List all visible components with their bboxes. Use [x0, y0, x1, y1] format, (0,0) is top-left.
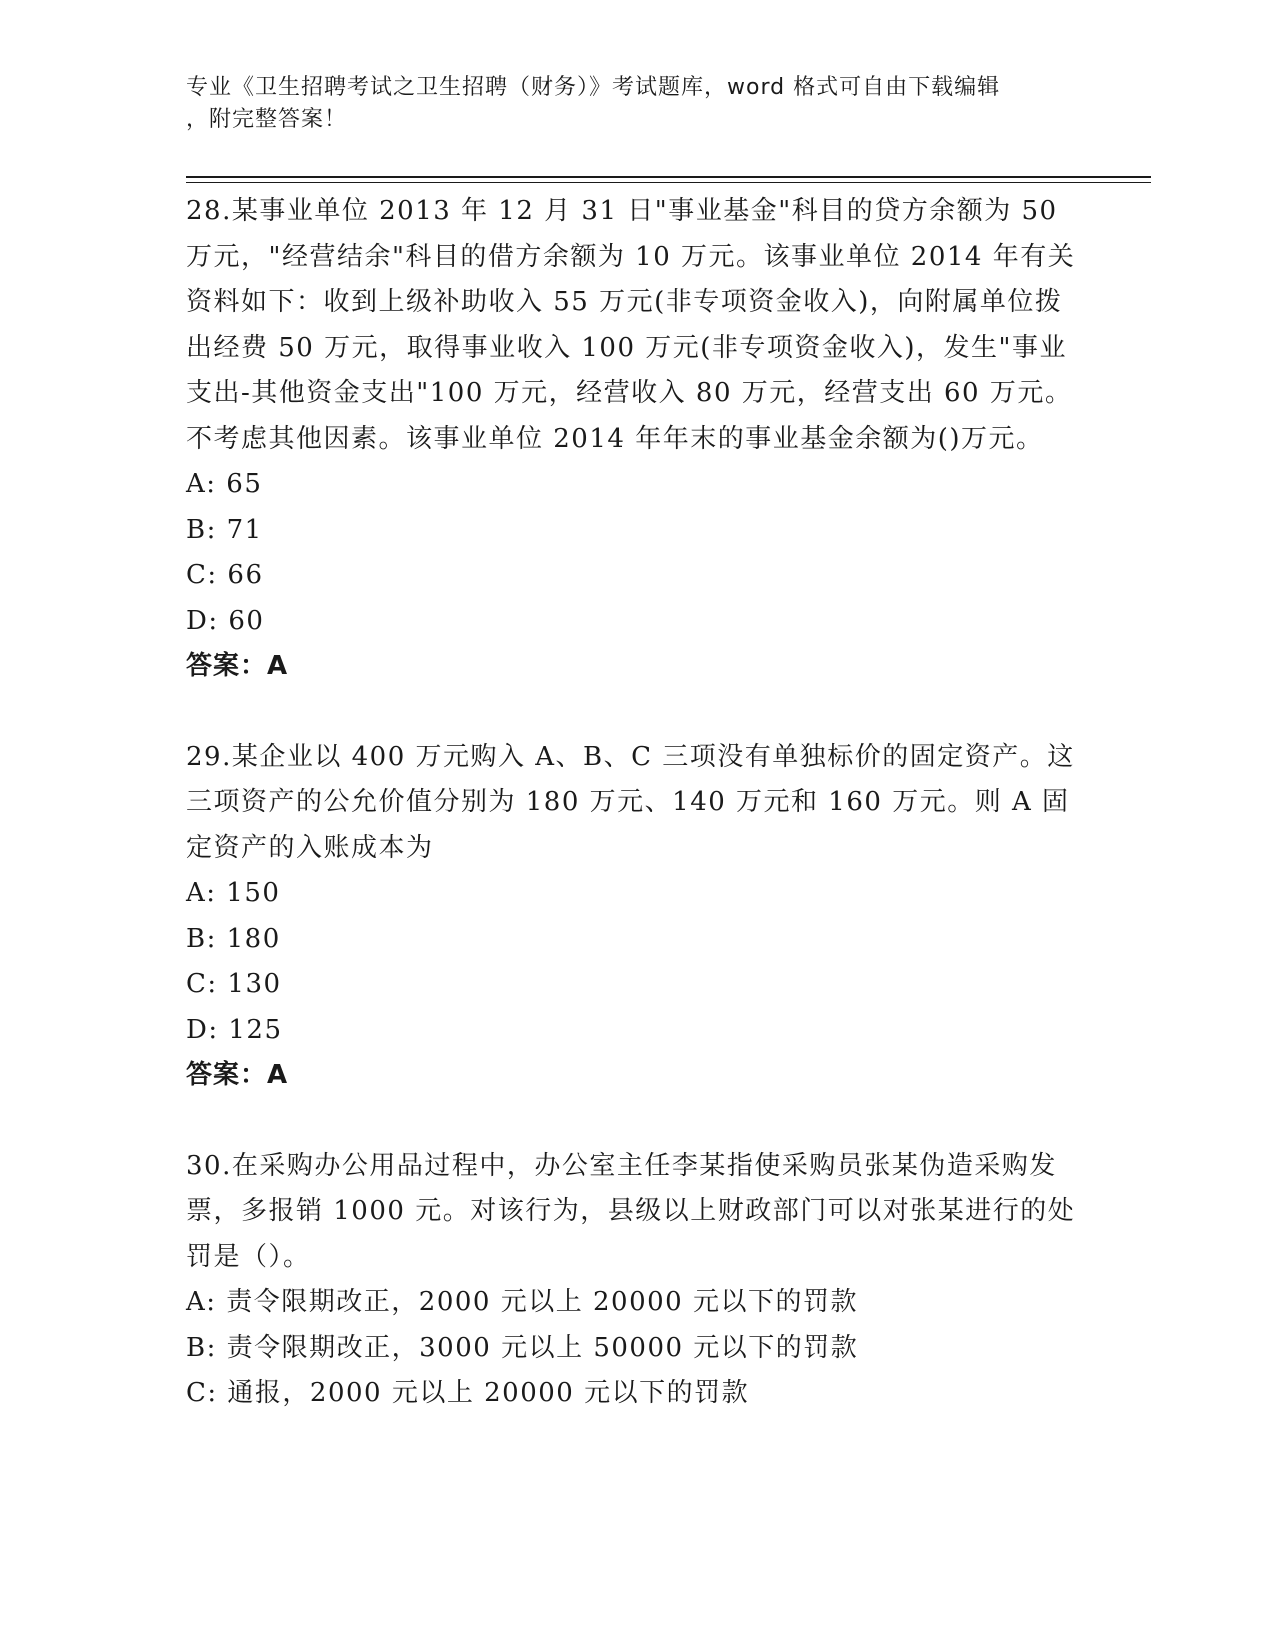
question-list	[186, 189, 1086, 1417]
option-c: C: 通报，2000 元以上 20000 元以下的罚款	[186, 1378, 750, 1408]
question-28	[186, 189, 1086, 690]
option-a: A: 150	[186, 878, 281, 908]
option-c: C: 130	[186, 969, 282, 999]
answer-line: 答案：A	[186, 1060, 289, 1090]
option-a: A: 65	[186, 469, 263, 499]
answer-line: 答案：A	[186, 651, 289, 681]
question-stem: 30.在采购办公用品过程中，办公室主任李某指使采购员张某伪造采购发票，多报销 1000 元。对该行为，县级以上财政部门可以对张某进行的处罚是（）。	[186, 1150, 1076, 1272]
question-spacer	[186, 690, 1086, 735]
option-a: A: 责令限期改正，2000 元以上 20000 元以下的罚款	[186, 1287, 858, 1317]
question-stem: 28.某事业单位 2013 年 12 月 31 日"事业基金"科目的贷方余额为 50 万元，"经营结余"科目的借方余额为 10 万元。该事业单位 2014 年有关资料如下：收到上级补助收入 55 万元(非专项资金收入)，向附属单位拨出经费 50 万元，取得事业收入 100 万元(非专项资金收入)，发生"事业支出-其他资金支出"100 万元，经营收入 80 万元，经营支出 60 万元。不考虑其他因素。该事业单位 2014 年年末的事业基金余额为()万元。	[186, 196, 1076, 454]
option-b: B: 180	[186, 923, 281, 954]
question-spacer	[186, 1099, 1086, 1144]
option-b: B: 责令限期改正，3000 元以上 50000 元以下的罚款	[186, 1332, 859, 1363]
document-header	[186, 72, 1086, 136]
option-d: D: 60	[186, 605, 265, 636]
header-divider-thick	[186, 176, 1151, 178]
header-line-2: ，附完整答案！	[186, 107, 348, 132]
question-30	[186, 1144, 1086, 1417]
question-29	[186, 735, 1086, 1099]
question-stem: 29.某企业以 400 万元购入 A、B、C 三项没有单独标价的固定资产。这三项资产的公允价值分别为 180 万元、140 万元和 160 万元。则 A 固定资产的入账成本为	[186, 741, 1075, 863]
option-b: B: 71	[186, 514, 263, 545]
header-line-1: 专业《卫生招聘考试之卫生招聘（财务）》考试题库，word 格式可自由下载编辑	[186, 75, 1001, 100]
option-c: C: 66	[186, 560, 264, 590]
option-d: D: 125	[186, 1014, 283, 1045]
header-divider-thin	[186, 182, 1151, 183]
